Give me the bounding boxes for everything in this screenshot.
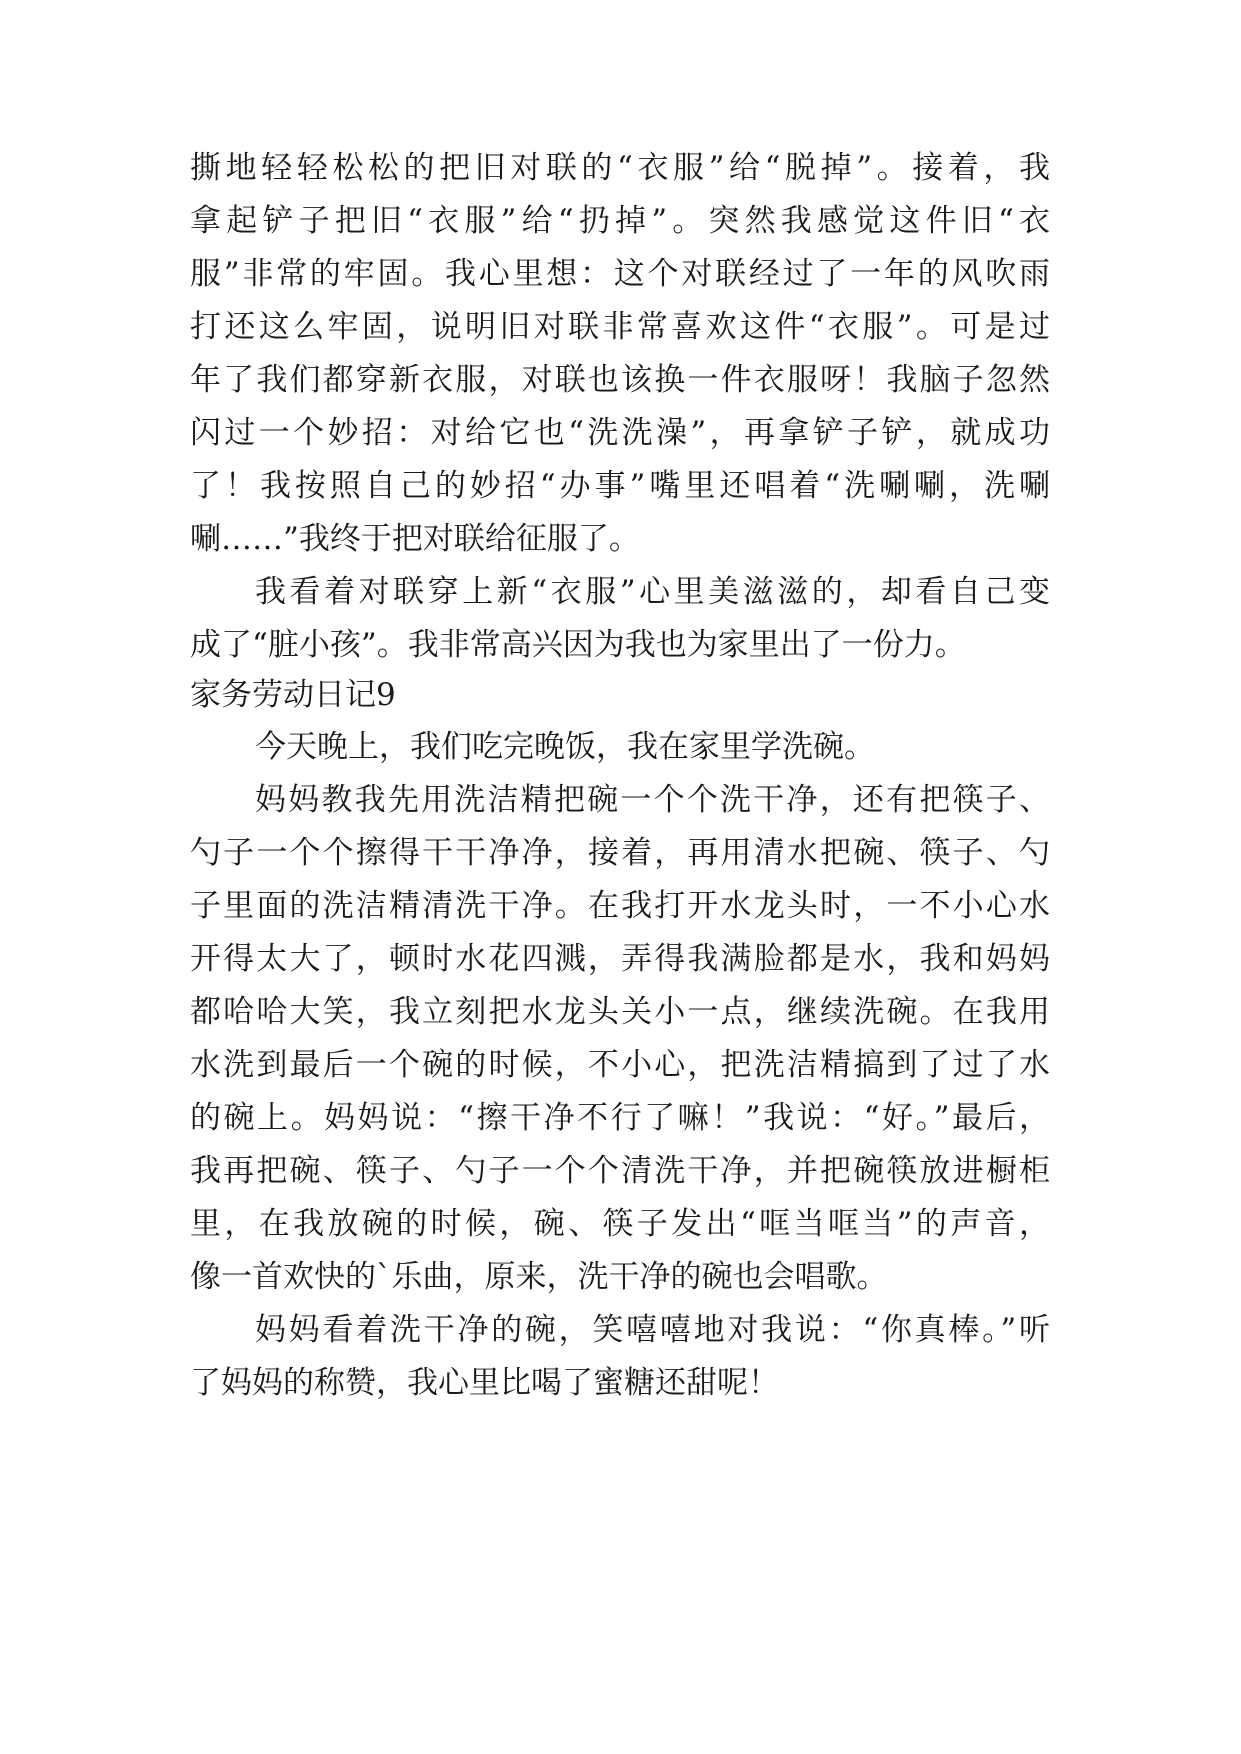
- text-line: 我看着对联穿上新“衣服”心里美滋滋的，却看自己变: [255, 574, 1050, 610]
- text-line: 打还这么牢固，说明旧对联非常喜欢这件“衣服”。可是过: [190, 309, 1050, 345]
- text-line: 拿起铲子把旧“衣服”给“扔掉”。突然我感觉这件旧“衣: [190, 203, 1050, 239]
- text-line: 水洗到最后一个碗的时候，不小心，把洗洁精搞到了过了水: [190, 1047, 1050, 1083]
- text-line: 我再把碗、筷子、勺子一个个清洗干净，并把碗筷放进橱柜: [190, 1153, 1050, 1189]
- text-line: 子里面的洗洁精清洗干净。在我打开水龙头时，一不小心水: [190, 888, 1050, 924]
- text-line: 撕地轻轻松松的把旧对联的“衣服”给“脱掉”。接着，我: [190, 150, 1050, 186]
- section-title: 家务劳动日记9: [190, 677, 396, 713]
- text-line: 了！我按照自己的妙招“办事”嘴里还唱着“洗唰唰，洗唰: [190, 468, 1050, 504]
- text-line: 闪过一个妙招：对给它也“洗洗澡”，再拿铲子铲，就成功: [190, 415, 1050, 451]
- text-line: 的碗上。妈妈说：“擦干净不行了嘛！”我说：“好。”最后，: [190, 1100, 1050, 1136]
- text-line: 里，在我放碗的时候，碗、筷子发出“哐当哐当”的声音，: [190, 1206, 1050, 1242]
- text-line: 勺子一个个擦得干干净净，接着，再用清水把碗、筷子、勺: [190, 835, 1050, 871]
- text-line: 服”非常的牢固。我心里想：这个对联经过了一年的风吹雨: [190, 256, 1050, 292]
- text-line: 成了“脏小孩”。我非常高兴因为我也为家里出了一份力。: [190, 627, 966, 663]
- text-line: 妈妈教我先用洗洁精把碗一个个洗干净，还有把筷子、: [255, 782, 1050, 818]
- text-line: 妈妈看着洗干净的碗，笑嘻嘻地对我说：“你真棒。”听: [255, 1312, 1050, 1348]
- text-line: 年了我们都穿新衣服，对联也该换一件衣服呀！我脑子忽然: [190, 362, 1050, 398]
- text-line: 了妈妈的称赞，我心里比喝了蜜糖还甜呢！: [190, 1365, 779, 1401]
- text-line: 像一首欢快的`乐曲，原来，洗干净的碗也会唱歌。: [190, 1259, 888, 1295]
- text-line: 唰……”我终于把对联给征服了。: [190, 521, 640, 557]
- text-line: 开得太大了，顿时水花四溅，弄得我满脸都是水，我和妈妈: [190, 941, 1050, 977]
- text-line: 今天晚上，我们吃完晚饭，我在家里学洗碗。: [255, 729, 875, 765]
- text-line: 都哈哈大笑，我立刻把水龙头关小一点，继续洗碗。在我用: [190, 994, 1050, 1030]
